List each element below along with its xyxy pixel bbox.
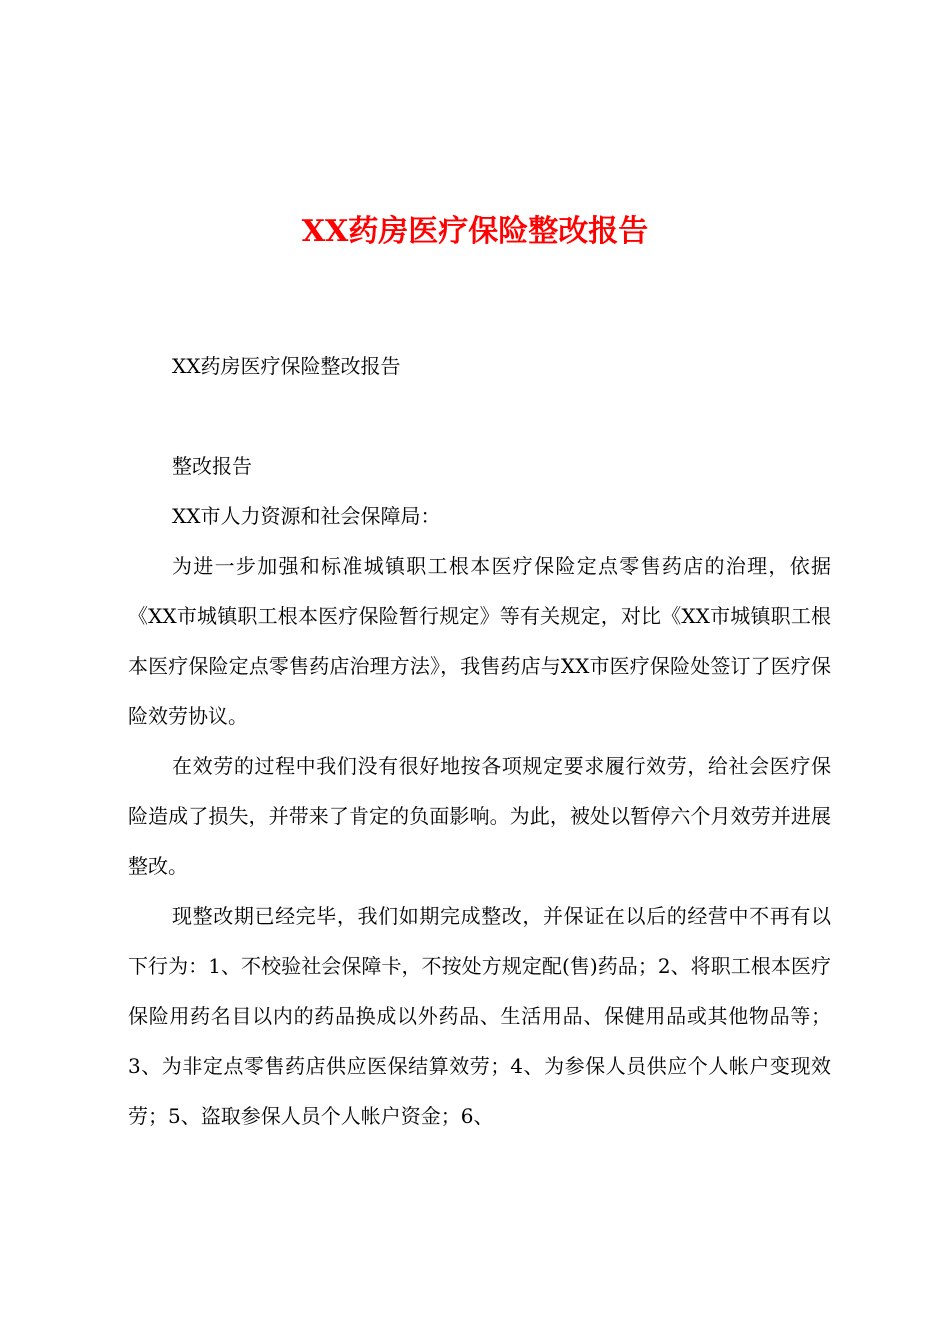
paragraph-1: 为进一步加强和标准城镇职工根本医疗保险定点零售药店的治理，依据《XX市城镇职工根本医疗保险暂行规定》等有关规定，对比《XX市城镇职工根本医疗保险定点零售药店治理方法》，我售药店与XX市医疗保险处签订了医疗保险效劳协议。 [128, 554, 831, 728]
blank-line [128, 391, 831, 441]
addressee: XX市人力资源和社会保障局： [172, 504, 441, 528]
paragraph-3: 现整改期已经完毕，我们如期完成整改，并保证在以后的经营中不再有以下行为：1、不校验社会保障卡，不按处方规定配(售)药品；2、将职工根本医疗保险用药名目以内的药品换成以外药品、生活用品、保健用品或其他物品等；3、为非定点零售药店供应医保结算效劳；4、为参保人员供应个人帐户变现效劳；5、盗取参保人员个人帐户资金；6、 [128, 904, 831, 1128]
document-body [128, 341, 831, 1141]
document-subtitle: XX药房医疗保险整改报告 [172, 354, 401, 378]
document-title: XX药房医疗保险整改报告 [301, 214, 649, 249]
report-heading: 整改报告 [172, 454, 252, 478]
paragraph-2: 在效劳的过程中我们没有很好地按各项规定要求履行效劳，给社会医疗保险造成了损失，并带来了肯定的负面影响。为此，被处以暂停六个月效劳并进展整改。 [128, 754, 831, 878]
